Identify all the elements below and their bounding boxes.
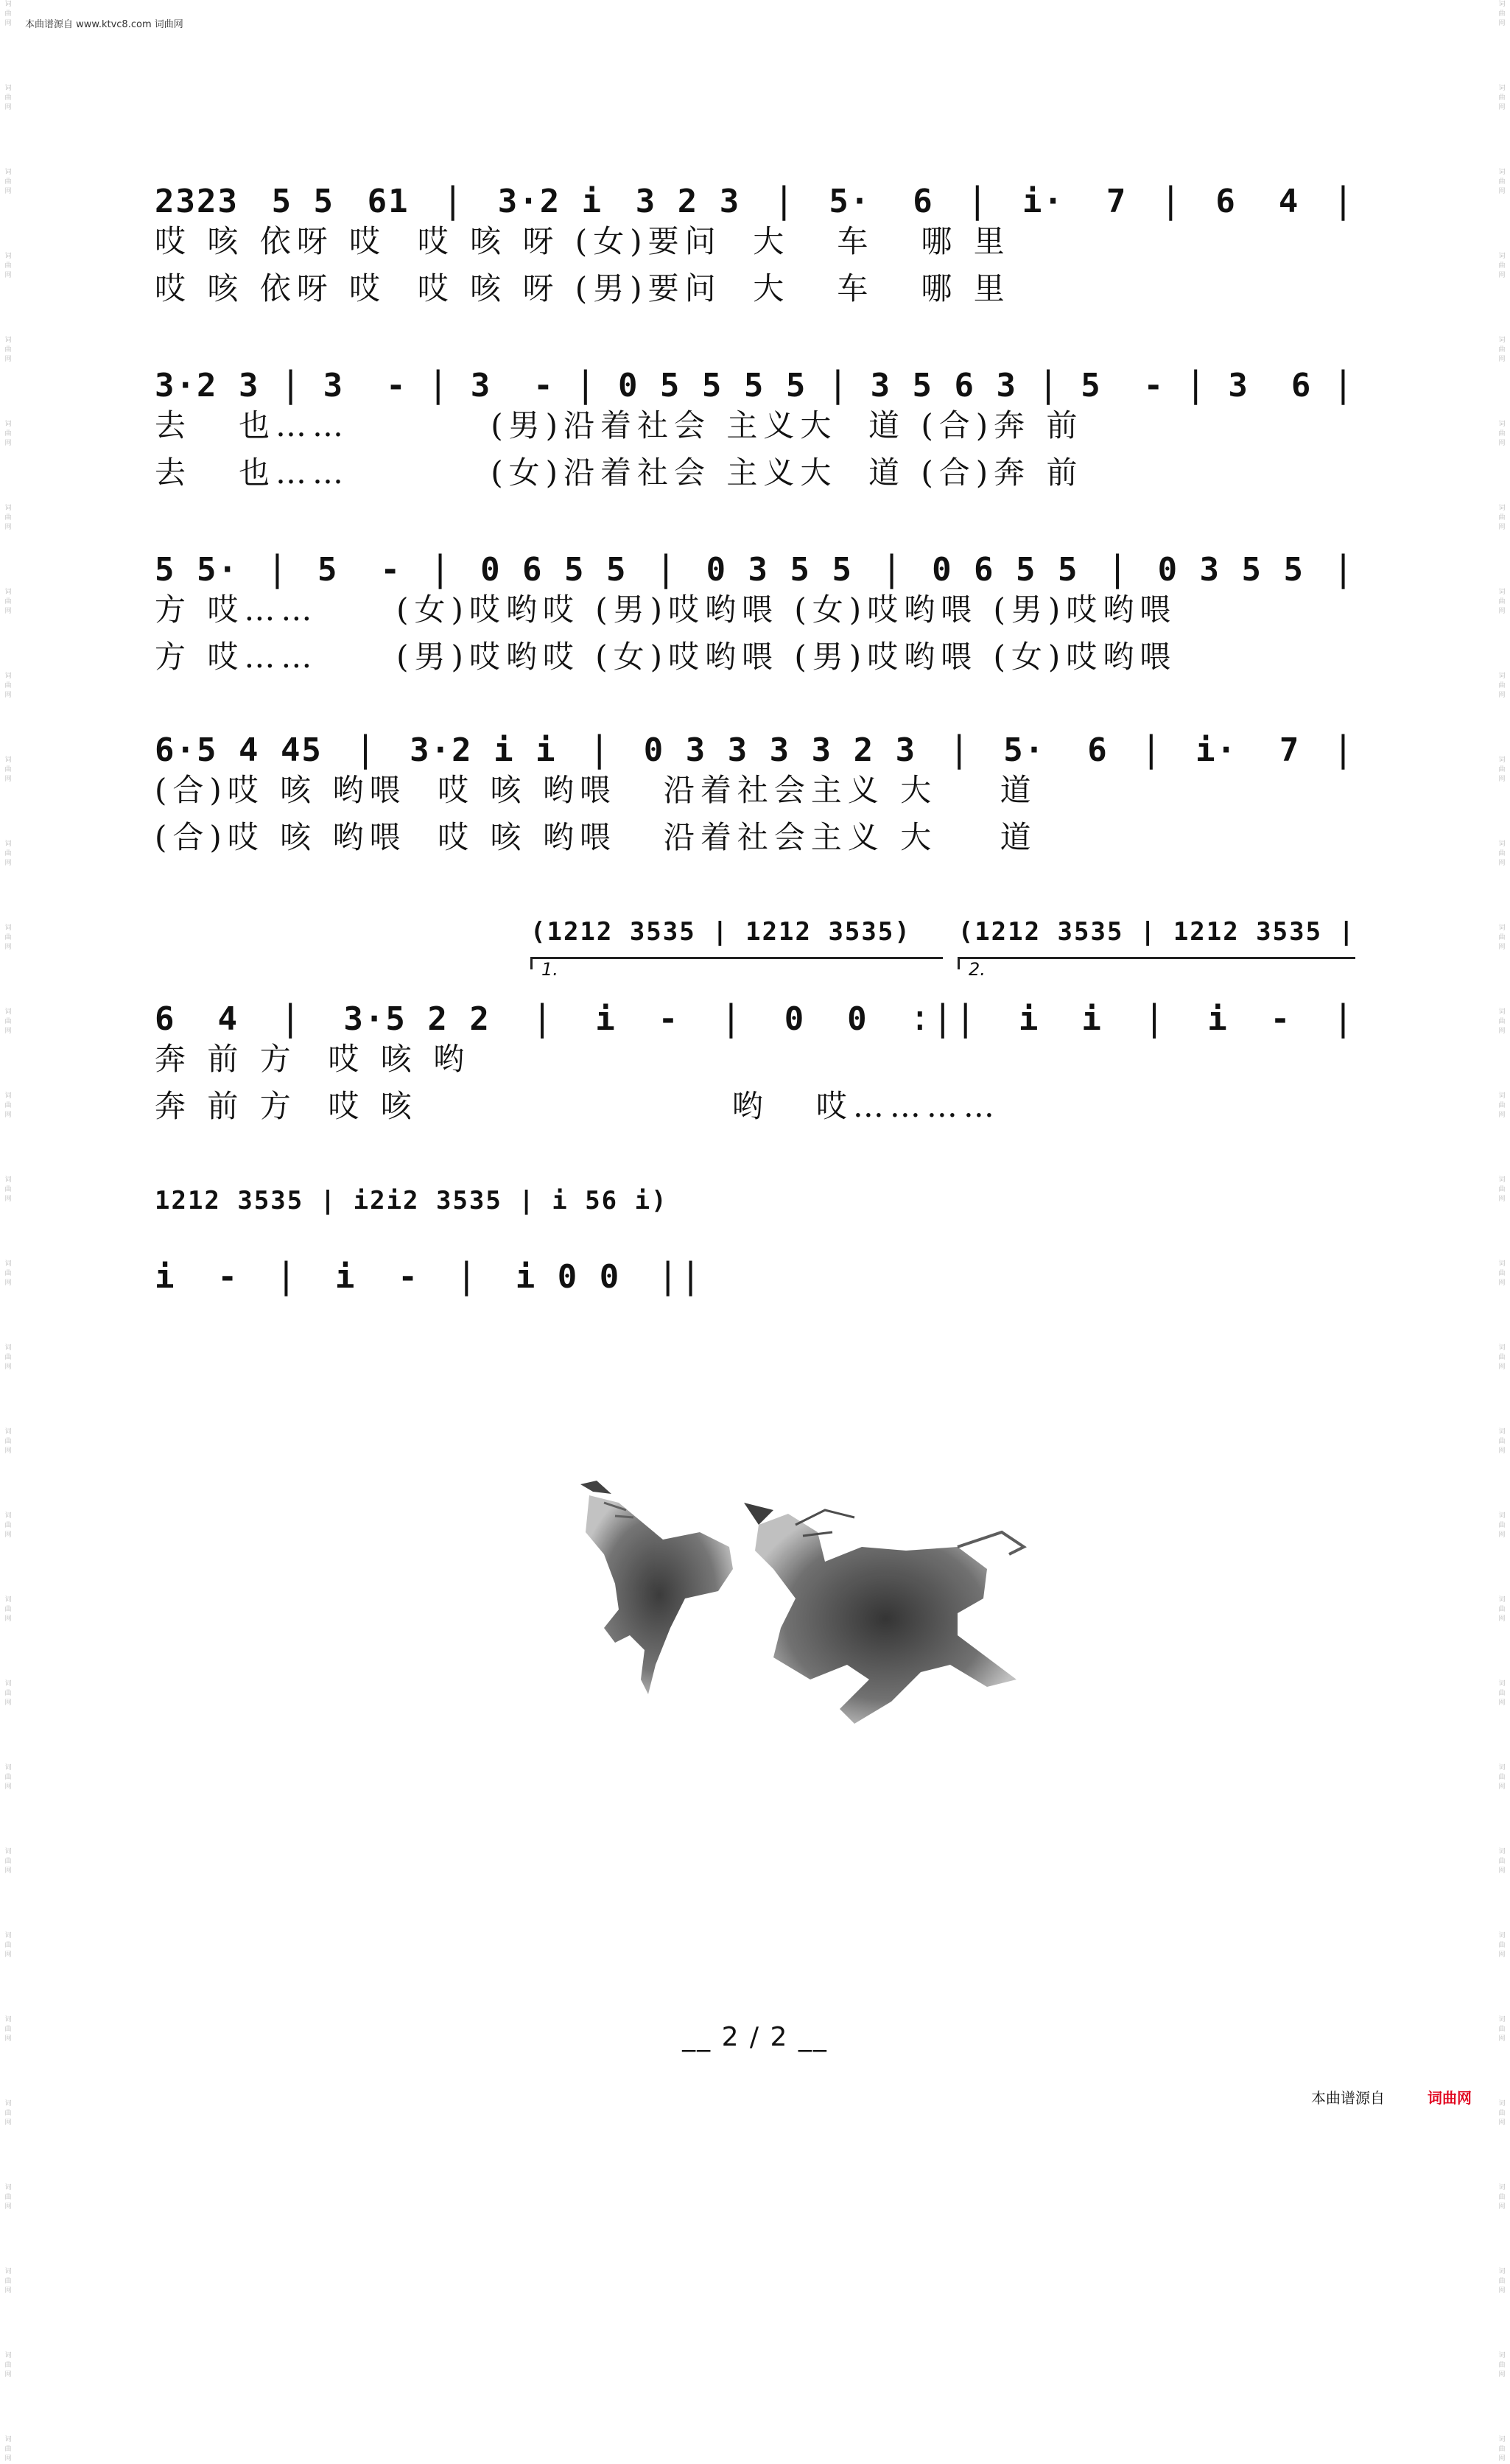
note-group: 3 5 6 3: [870, 367, 1017, 404]
watermark-text: 词曲网: [1498, 421, 1506, 447]
barline: |: [1037, 364, 1061, 405]
lyrics-row-4-line-1: (合)哎 咳 哟喂 哎 咳 哟喂 沿着社会主义 大 道: [155, 772, 1037, 808]
barline: |: [720, 997, 743, 1039]
watermark-text: 词曲网: [1498, 1008, 1506, 1035]
note-group: 0 6 5 5: [932, 551, 1079, 589]
brand-source-text: 本曲谱源自: [1311, 2089, 1385, 2107]
lyrics-row-5-line-2: 奔 前 方 哎 咳 哟 哎…………: [155, 1088, 1000, 1124]
note-group: i -: [1207, 1000, 1292, 1038]
note-group: 3 2 3: [635, 183, 741, 220]
watermark-text: 词曲网: [1498, 924, 1506, 951]
watermark-text: 词曲网: [4, 2100, 12, 2127]
note-group: 5· 6: [1003, 731, 1109, 769]
barline: |: [948, 729, 972, 770]
right-margin-watermark: [1497, 0, 1507, 2463]
barline: |: [1143, 997, 1167, 1039]
watermark-text: 词曲网: [1498, 2352, 1506, 2379]
lyrics-row-2-line-1: 去 也…… (男)沿着社会 主义大 道 (合)奔 前: [155, 407, 1084, 443]
watermark-text: 词曲网: [4, 757, 12, 783]
watermark-text: 词曲网: [1498, 2436, 1506, 2463]
watermark-text: 词曲网: [1498, 840, 1506, 867]
watermark-text: 词曲网: [1498, 1092, 1506, 1119]
barline: |: [1140, 729, 1164, 770]
watermark-text: 词曲网: [4, 169, 12, 195]
watermark-text: 词曲网: [1498, 1680, 1506, 1707]
left-margin-watermark: [3, 0, 13, 2463]
watermark-text: 词曲网: [1498, 253, 1506, 279]
barline: |: [1332, 729, 1355, 770]
barline: |: [827, 364, 850, 405]
brand-logo-text: 词曲网: [1428, 2089, 1472, 2107]
barline: |: [1332, 548, 1355, 589]
watermark-text: 词曲网: [4, 1260, 12, 1287]
watermark-text: 词曲网: [1498, 1344, 1506, 1371]
barline: |: [531, 997, 555, 1039]
watermark-text: 词曲网: [4, 1596, 12, 1623]
barline: |: [1332, 997, 1355, 1039]
lyrics-row-3-line-2: 方 哎…… (男)哎哟哎 (女)哎哟喂 (男)哎哟喂 (女)哎哟喂: [155, 639, 1177, 675]
watermark-text: 词曲网: [1498, 2100, 1506, 2127]
watermark-text: 词曲网: [4, 924, 12, 951]
note-group: 5 -: [1081, 367, 1165, 404]
barline: |: [429, 548, 452, 589]
note-group: 3 -: [470, 367, 555, 404]
note-group: 0 3 5 5: [706, 551, 853, 589]
note-group: 3·5 2 2: [343, 1000, 491, 1038]
watermark-text: 词曲网: [4, 1932, 12, 1959]
watermark-text: 词曲网: [4, 673, 12, 699]
page-number-text: 2 / 2: [721, 2022, 789, 2052]
watermark-text: 词曲网: [4, 253, 12, 279]
watermark-text: 词曲网: [1498, 1764, 1506, 1791]
barline: |: [455, 1255, 479, 1296]
barline: |: [773, 180, 796, 221]
note-group: 6 4: [155, 1000, 239, 1038]
watermark-text: 词曲网: [4, 589, 12, 615]
note-group: 0 5 5 5 5: [617, 367, 807, 404]
watermark-text: 词曲网: [4, 1344, 12, 1371]
horses-ink-painting: [575, 1481, 1046, 1746]
score-row-3: [155, 538, 1355, 681]
barline: |: [280, 364, 303, 405]
watermark-text: 词曲网: [4, 1428, 12, 1455]
watermark-text: 词曲网: [1498, 85, 1506, 111]
watermark-text: 词曲网: [1498, 673, 1506, 699]
lyrics-row-2-line-2: 去 也…… (女)沿着社会 主义大 道 (合)奔 前: [155, 454, 1084, 491]
notes-row-4: [155, 718, 1355, 770]
accompaniment-row-5: [530, 917, 1355, 980]
note-group: 5 -: [317, 551, 401, 589]
watermark-text: 词曲网: [1498, 1932, 1506, 1959]
score-row-4: [155, 718, 1355, 861]
note-group: 6·5 4 45: [155, 731, 323, 769]
note-group: i 0 0: [515, 1258, 621, 1296]
lyrics-row-1-line-2: 哎 咳 依呀 哎 哎 咳 呀 (男)要问 大 车 哪 里: [155, 270, 1011, 306]
watermark-text: 词曲网: [1498, 1596, 1506, 1623]
barline: |: [354, 729, 378, 770]
note-group: 0 3 3 3 3 2 3: [643, 731, 917, 769]
note-group: 6 4: [1215, 183, 1300, 220]
note-group: 2323: [155, 183, 239, 220]
watermark-text: 词曲网: [1498, 337, 1506, 363]
barline: |: [589, 729, 612, 770]
watermark-text: 词曲网: [4, 337, 12, 363]
score-row-2: [155, 354, 1355, 496]
barline: |: [275, 1255, 298, 1296]
note-group: 0 3 5 5: [1157, 551, 1304, 589]
watermark-text: 词曲网: [4, 2268, 12, 2295]
barline: |: [881, 548, 904, 589]
volta-bracket-1: [530, 957, 943, 980]
watermark-text: 词曲网: [4, 840, 12, 867]
barline: |: [1106, 548, 1130, 589]
notes-row-3: [155, 538, 1355, 589]
barline: |: [1332, 180, 1355, 221]
score-row-5: [155, 987, 1355, 1130]
volta-label-1: 1.: [541, 959, 558, 980]
watermark-text: 词曲网: [1498, 1512, 1506, 1539]
note-group: 0 0: [784, 1000, 868, 1038]
watermark-text: 词曲网: [1498, 1260, 1506, 1287]
barline: |: [575, 364, 598, 405]
accompaniment-ending-2: (1212 3535 | 1212 3535 |: [958, 917, 1355, 947]
note-group: i -: [595, 1000, 680, 1038]
watermark-text: 词曲网: [4, 505, 12, 531]
lyrics-row-3-line-1: 方 哎…… (女)哎哟哎 (男)哎哟喂 (女)哎哟喂 (男)哎哟喂: [155, 592, 1177, 628]
volta-bracket-2: [958, 957, 1355, 980]
watermark-text: 词曲网: [1498, 757, 1506, 783]
notes-row-6: [155, 1245, 703, 1296]
watermark-text: 词曲网: [1498, 169, 1506, 195]
barline: |: [442, 180, 466, 221]
barline: |: [655, 548, 678, 589]
barline: |: [427, 364, 451, 405]
accompaniment-coda: 1212 3535 | i2i2 3535 | i 56 i): [155, 1186, 668, 1215]
barline: :||: [909, 997, 978, 1039]
watermark-text: 词曲网: [4, 2436, 12, 2463]
watermark-text: 词曲网: [4, 421, 12, 447]
volta-label-2: 2.: [968, 959, 986, 980]
score-row-1: [155, 169, 1355, 312]
note-group: 3·2 3: [155, 367, 260, 404]
note-group: 61: [367, 183, 410, 220]
note-group: i· 7: [1195, 731, 1301, 769]
note-group: i -: [155, 1258, 239, 1296]
watermark-text: 词曲网: [1498, 505, 1506, 531]
note-group: 3·2 i i: [410, 731, 557, 769]
right-horse: [744, 1503, 1024, 1724]
note-group: 3 -: [323, 367, 407, 404]
watermark-text: 词曲网: [4, 1092, 12, 1119]
notes-row-2: [155, 354, 1355, 405]
barline: |: [267, 548, 289, 589]
barline: ||: [657, 1255, 703, 1296]
watermark-text: 词曲网: [1498, 2184, 1506, 2211]
lyrics-row-4-line-2: (合)哎 咳 哟喂 哎 咳 哟喂 沿着社会主义 大 道: [155, 819, 1037, 855]
note-group: i· 7: [1022, 183, 1128, 220]
accompaniment-row-6: [155, 1186, 670, 1215]
barline: |: [1159, 180, 1183, 221]
note-group: 5 5·: [155, 551, 239, 589]
watermark-text: 词曲网: [4, 1848, 12, 1875]
watermark-text: 词曲网: [1498, 1176, 1506, 1203]
note-group: 3·2 i: [497, 183, 603, 220]
note-group: 5 5: [271, 183, 335, 220]
barline: |: [1332, 364, 1355, 405]
barline: |: [1184, 364, 1208, 405]
watermark-text: 词曲网: [4, 1008, 12, 1035]
lyrics-row-1-line-1: 哎 咳 依呀 哎 哎 咳 呀 (女)要问 大 车 哪 里: [155, 223, 1011, 259]
left-horse: [580, 1481, 733, 1694]
notes-row-1: [155, 169, 1355, 221]
barline: |: [966, 180, 990, 221]
notes-row-5: [155, 987, 1355, 1039]
watermark-text: 词曲网: [4, 1, 12, 27]
watermark-text: 词曲网: [4, 2184, 12, 2211]
accompaniment-ending-1: (1212 3535 | 1212 3535): [530, 917, 911, 947]
page-number: __ 2 / 2 __: [682, 2022, 828, 2052]
watermark-text: 词曲网: [1498, 2268, 1506, 2295]
watermark-text: 词曲网: [1498, 1848, 1506, 1875]
watermark-text: 词曲网: [4, 1680, 12, 1707]
watermark-text: 词曲网: [4, 1512, 12, 1539]
lyrics-row-5-line-1: 奔 前 方 哎 咳 哟: [155, 1041, 471, 1077]
barline: |: [279, 997, 303, 1039]
watermark-text: 词曲网: [1498, 589, 1506, 615]
note-group: i i: [1018, 1000, 1103, 1038]
score-row-6: [155, 1245, 703, 1296]
note-group: 5· 6: [829, 183, 934, 220]
watermark-text: 词曲网: [4, 85, 12, 111]
watermark-text: 词曲网: [4, 2016, 12, 2043]
watermark-text: 词曲网: [1498, 1428, 1506, 1455]
note-group: 3 6: [1228, 367, 1313, 404]
watermark-text: 词曲网: [4, 1176, 12, 1203]
note-group: 0 6 5 5: [480, 551, 628, 589]
note-group: i -: [334, 1258, 419, 1296]
watermark-text: 词曲网: [1498, 1, 1506, 27]
watermark-text: 词曲网: [4, 2352, 12, 2379]
watermark-text: 词曲网: [4, 1764, 12, 1791]
watermark-text: 词曲网: [1498, 2016, 1506, 2043]
header-source-text: 本曲谱源自 www.ktvc8.com 词曲网: [25, 19, 183, 30]
